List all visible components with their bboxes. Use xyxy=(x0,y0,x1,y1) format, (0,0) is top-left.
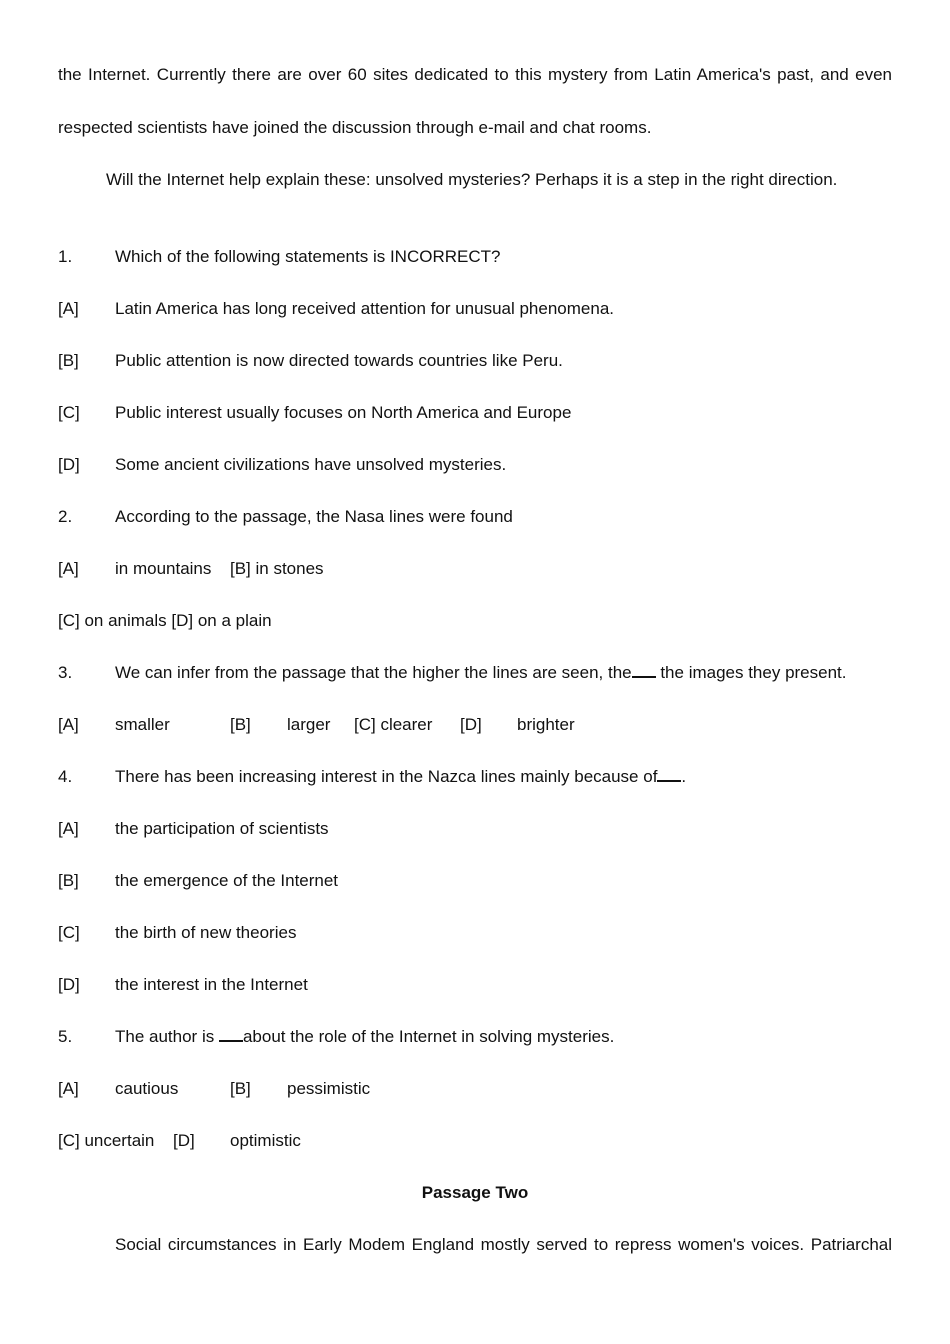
question-text: Which of the following statements is INCORRECT? xyxy=(115,247,501,266)
option-label: [A] xyxy=(58,715,79,734)
intro-line-3: Will the Internet help explain these: unsolved mysteries? Perhaps it is a step in the right direction. xyxy=(106,170,838,189)
option-text: in mountains xyxy=(115,559,212,578)
intro-line-2: respected scientists have joined the discussion through e-mail and chat rooms. xyxy=(58,118,652,137)
option-label: [A] xyxy=(58,299,79,318)
option-label: [B] xyxy=(58,351,79,370)
option-label: [B] xyxy=(230,1079,251,1098)
option-text: the participation of scientists xyxy=(115,819,329,838)
question-text-after: the images they present. xyxy=(655,663,847,682)
question-text-after: . xyxy=(681,767,687,786)
option-text: optimistic xyxy=(230,1131,301,1150)
option-text: Some ancient civilizations have unsolved mysteries. xyxy=(115,455,507,474)
option-label: [C] xyxy=(58,923,80,942)
question-text-before: We can infer from the passage that the higher the lines are seen, the xyxy=(115,663,632,682)
question-text: According to the passage, the Nasa lines were found xyxy=(115,507,513,526)
option-text: [C] clearer xyxy=(354,715,433,734)
question-text xyxy=(115,662,847,684)
question-number: 2. xyxy=(58,507,73,526)
q2-options-cd: [C] on animals [D] on a plain xyxy=(58,611,272,630)
option-text: the interest in the Internet xyxy=(115,975,308,994)
answer-blank xyxy=(219,1026,243,1042)
option-label: [D] xyxy=(58,455,80,474)
question-text xyxy=(115,1026,614,1048)
passage-two-line-1: Social circumstances in Early Modem England mostly served to repress women's voices. Patriarchal xyxy=(115,1235,892,1254)
option-text: smaller xyxy=(115,715,170,734)
intro-line-1: the Internet. Currently there are over 60 sites dedicated to this mystery from Latin America's past, and even xyxy=(58,65,892,84)
option-text: brighter xyxy=(517,715,575,734)
option-text: cautious xyxy=(115,1079,179,1098)
passage-two-title: Passage Two xyxy=(421,1183,529,1202)
question-text xyxy=(115,766,686,788)
question-number: 3. xyxy=(58,663,73,682)
question-text-after: about the role of the Internet in solving mysteries. xyxy=(242,1027,615,1046)
question-number: 5. xyxy=(58,1027,73,1046)
option-label: [D] xyxy=(58,975,80,994)
option-label: [D] xyxy=(173,1131,195,1150)
option-label: [C] xyxy=(58,403,80,422)
option-text: the emergence of the Internet xyxy=(115,871,339,890)
question-number: 4. xyxy=(58,767,73,786)
option-text: pessimistic xyxy=(287,1079,371,1098)
option-text: Public interest usually focuses on North America and Europe xyxy=(115,403,572,422)
question-text-before: The author is xyxy=(115,1027,219,1046)
option-text: [B] in stones xyxy=(230,559,324,578)
question-number: 1. xyxy=(58,247,73,266)
option-label: [A] xyxy=(58,1079,79,1098)
option-text: Public attention is now directed towards countries like Peru. xyxy=(115,351,563,370)
option-text: the birth of new theories xyxy=(115,923,297,942)
option-label: [B] xyxy=(230,715,251,734)
option-text: larger xyxy=(287,715,331,734)
answer-blank xyxy=(632,662,656,678)
option-label: [B] xyxy=(58,871,79,890)
option-text: [C] uncertain xyxy=(58,1131,155,1150)
option-label: [A] xyxy=(58,559,79,578)
option-text: Latin America has long received attention for unusual phenomena. xyxy=(115,299,614,318)
option-label: [A] xyxy=(58,819,79,838)
answer-blank xyxy=(657,766,681,782)
question-text-before: There has been increasing interest in the Nazca lines mainly because of xyxy=(115,767,658,786)
option-label: [D] xyxy=(460,715,482,734)
